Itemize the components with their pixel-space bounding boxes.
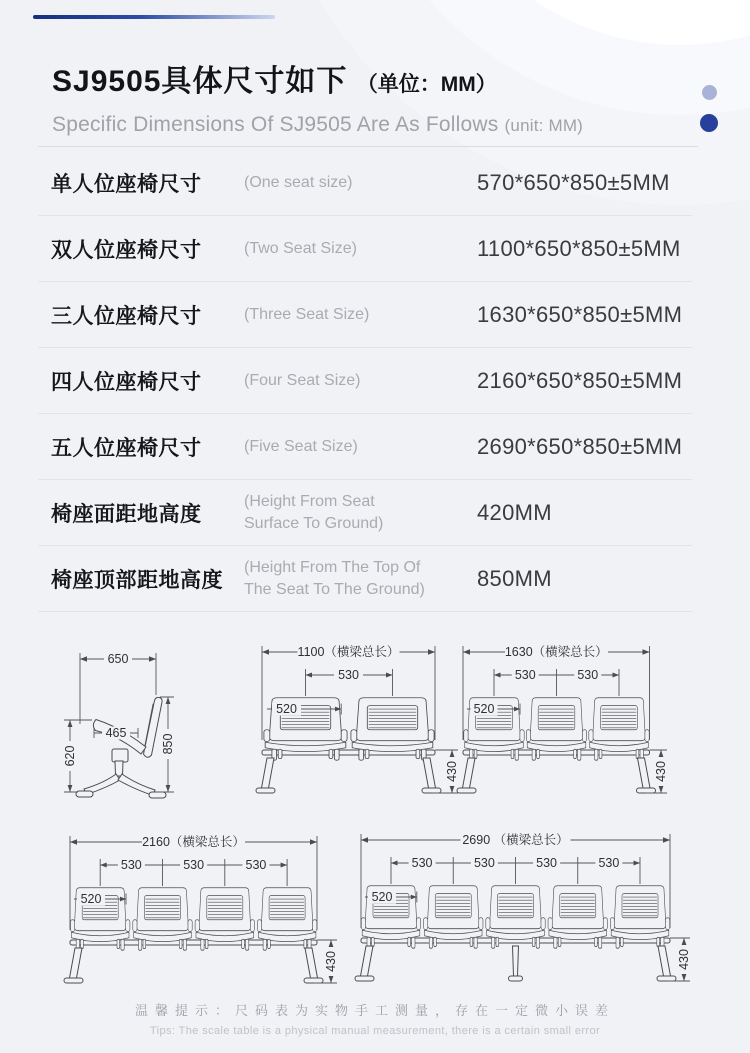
row-label-en: (Four Seat Size) [244,371,361,389]
decor-dot-dark [700,114,718,132]
dim-seat-width: 520 [276,702,297,716]
dim-pitch: 530 [120,858,142,872]
dim-total-height: 850 [161,733,175,755]
dim-pitch: 530 [536,856,558,870]
dim-depth: 650 [107,652,129,666]
row-value: 420MM [477,499,552,525]
header [52,62,692,137]
accent-gradient-bar [33,15,275,19]
row-label-en: (One seat size) [244,173,353,191]
table-row [38,348,692,414]
center-leg [509,946,523,981]
row-value: 850MM [477,565,552,591]
dim-pitch: 530 [473,856,495,870]
three-seat-drawing [456,638,671,808]
row-label-en: (Height From The Top Of The Seat To The Ground) [244,558,425,598]
dim-pitch: 530 [411,856,433,870]
row-value: 2690*650*850±5MM [477,433,683,459]
dim-pitch: 530 [577,668,599,682]
tip-text-zh: 温馨提示：尺码表为实物手工测量，存在一定微小误差 [134,1003,615,1018]
page-title [52,62,692,105]
dim-seat-width: 520 [371,890,393,904]
dimension-spec-table [38,150,692,612]
row-label-en: (Five Seat Size) [244,437,358,455]
four-seat-drawing [55,828,340,998]
dim-seat-width: 520 [80,892,102,906]
table-row [38,216,692,282]
footer-tip [0,1000,750,1037]
row-label-zh: 三人位座椅尺寸 [51,304,202,328]
row-label-zh: 单人位座椅尺寸 [51,172,202,196]
page-title-unit: （单位：MM） [356,73,497,96]
page-subtitle-text: Specific Dimensions Of SJ9505 Are As Follows [52,113,499,136]
dim-beam: 1100（横梁总长） [297,645,400,659]
row-value: 2160*650*850±5MM [477,367,683,393]
row-label-en: (Height From Seat Surface To Ground) [244,492,384,532]
dim-seat-width: 520 [473,702,495,716]
five-seat-drawing [350,826,695,996]
side-view-drawing [56,640,186,808]
page-title-text: SJ9505具体尺寸如下 [52,65,348,98]
page-subtitle [52,113,692,137]
page-subtitle-unit: (unit: MM) [504,116,584,135]
row-label-en: (Two Seat Size) [244,239,357,257]
dim-pitch: 530 [338,668,359,682]
table-row [38,546,692,612]
dim-leg-height: 430 [677,949,691,970]
dim-beam: 1630（横梁总长） [504,645,608,659]
table-row [38,150,692,216]
row-value: 570*650*850±5MM [477,169,670,195]
table-row [38,480,692,546]
row-label-en: (Three Seat Size) [244,305,370,323]
dim-seat-depth: 465 [105,726,127,740]
row-value: 1630*650*850±5MM [477,301,683,327]
two-seat-drawing [248,638,463,808]
row-label-zh: 椅座面距地高度 [51,502,202,526]
dim-leg-height: 430 [654,761,668,782]
dim-pitch: 530 [514,668,536,682]
decor-dot-light [702,85,717,100]
dim-pitch: 530 [183,858,205,872]
row-label-zh: 双人位座椅尺寸 [51,238,202,262]
dim-leg-height: 430 [445,761,459,782]
tip-text-en: Tips: The scale table is a physical manual measurement, there is a certain small error [149,1025,601,1037]
dim-pitch: 530 [245,858,267,872]
row-label-zh: 五人位座椅尺寸 [51,436,202,460]
row-label-zh: 四人位座椅尺寸 [51,370,202,394]
dim-beam: 2160（横梁总长） [142,835,245,849]
table-row [38,414,692,480]
row-label-zh: 椅座顶部距地高度 [51,568,223,592]
row-value: 1100*650*850±5MM [477,235,681,261]
header-divider [38,146,698,147]
table-row [38,282,692,348]
dim-back-height: 620 [63,745,77,767]
dim-pitch: 530 [598,856,620,870]
dim-leg-height: 430 [324,951,338,972]
dim-beam: 2690 （横梁总长） [462,833,569,847]
